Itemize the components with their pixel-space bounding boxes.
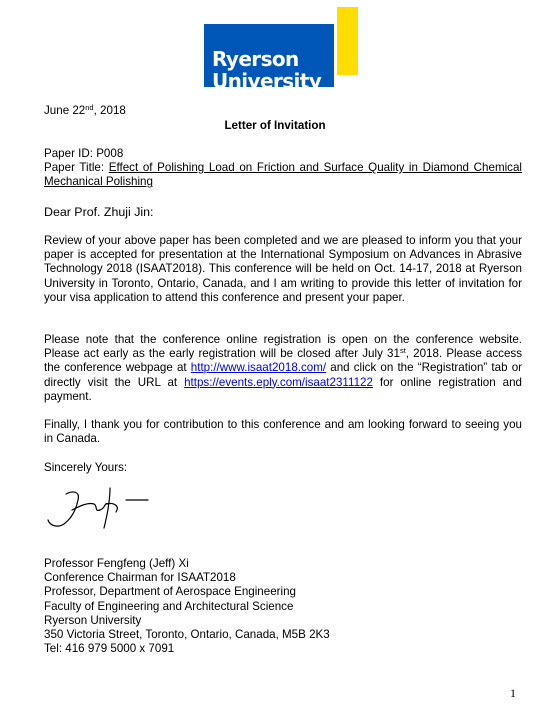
conference-webpage-link[interactable]: http://www.isaat2018.com/ xyxy=(190,361,327,375)
page-number: 1 xyxy=(510,686,516,700)
para2-text-d: for online registration and payment. xyxy=(44,375,522,403)
paragraph-3: Finally, I thank you for contribution to this conference and am looking forward to seeing you in Canada. xyxy=(44,418,522,446)
para2-text-a: Please note that the conference online registration is open on the conference website. Please act early as the early registration will be closed after July 31 xyxy=(44,333,522,361)
logo-line-1: Ryerson xyxy=(212,47,299,71)
signer-address: 350 Victoria Street, Toronto, Ontario, Canada, M5B 2K3 xyxy=(44,628,330,642)
logo-yellow-bar xyxy=(337,7,358,75)
letter-title: Letter of Invitation xyxy=(224,119,326,132)
logo-blue-block xyxy=(204,24,334,93)
para2-text-b: , 2018. Please access the conference webpage at xyxy=(44,347,523,375)
para2-sup: st xyxy=(399,346,406,356)
date-suffix: nd xyxy=(85,103,94,112)
date-year: , 2018 xyxy=(93,104,126,117)
logo-text xyxy=(212,48,321,92)
paper-title xyxy=(44,161,522,189)
greeting: Dear Prof. Zhuji Jin: xyxy=(44,205,154,219)
logo-line-2: University xyxy=(212,69,322,93)
signer-university: Ryerson University xyxy=(44,613,142,627)
signer-role: Conference Chairman for ISAAT2018 xyxy=(44,571,236,585)
paragraph-1: Review of your above paper has been completed and we are pleased to inform you that your paper is accepted for presentation at the International Symposium on Advances in Abrasive Technology 2018 (ISAAT2018). This conference will be held on Oct. 14-17, 2018 at Ryerson University in Toronto, Ontario, Canada, and I am writing to provide this letter of invitation for your visa application to attend this conference and present your paper. xyxy=(44,234,522,304)
paragraph-2 xyxy=(44,333,522,404)
handwritten-signature xyxy=(44,482,154,532)
registration-url-link[interactable]: https://events.eply.com/isaat2311122 xyxy=(184,375,373,389)
signer-name: Professor Fengfeng (Jeff) Xi xyxy=(44,557,189,570)
closing: Sincerely Yours: xyxy=(44,461,128,474)
signer-phone: Tel: 416 979 5000 x 7091 xyxy=(44,642,175,656)
letter-date xyxy=(44,104,522,118)
signer-faculty: Faculty of Engineering and Architectural Science xyxy=(44,599,294,613)
paper-id: Paper ID: P008 xyxy=(44,147,124,160)
para2-text-c: and click on the “Registration” tab or directly visit the URL at xyxy=(44,361,522,389)
ryerson-logo xyxy=(204,7,358,93)
signature-block xyxy=(44,557,522,656)
paper-title-label: Paper Title: xyxy=(44,161,109,174)
paper-title-value: Effect of Polishing Load on Friction and Surface Quality in Diamond Chemical Mechanical Polishing xyxy=(44,161,522,189)
date-main: June 22 xyxy=(44,104,86,117)
signer-department: Professor, Department of Aerospace Engineering xyxy=(44,585,296,599)
